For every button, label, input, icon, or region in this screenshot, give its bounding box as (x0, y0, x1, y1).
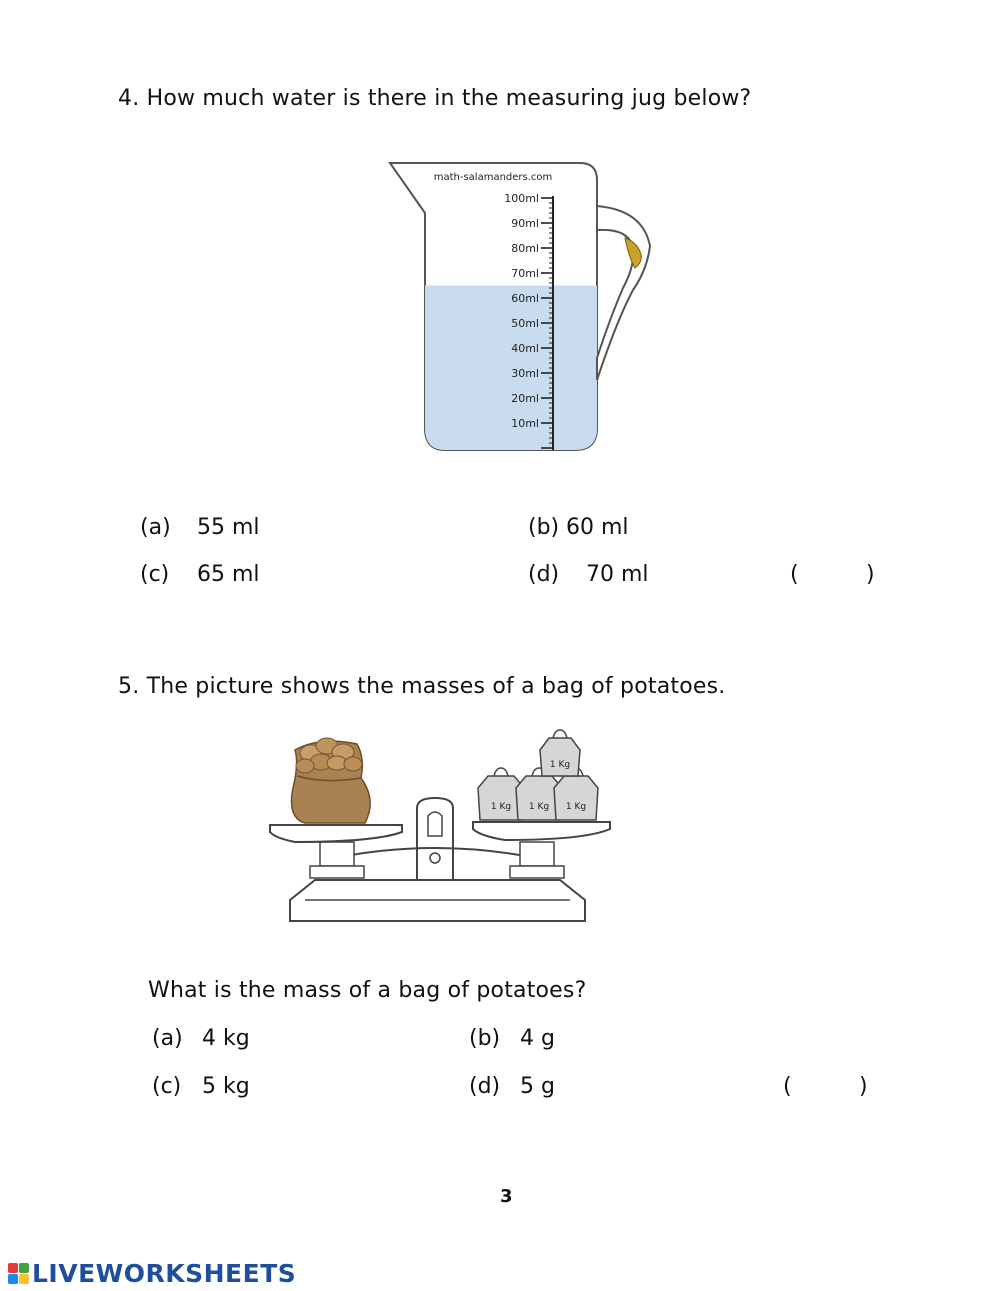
q4-option-d-letter: (d) (528, 562, 560, 587)
liveworksheets-logo[interactable] (8, 1258, 296, 1288)
weight-4-label: 1 Kg (549, 760, 571, 770)
logo-wordmark: LIVEWORKSHEETS (32, 1258, 297, 1288)
scale-label-30ml: 30ml (511, 367, 539, 380)
q4-option-d-value[interactable]: 70 ml (586, 562, 649, 587)
balance-scale-image (265, 728, 625, 928)
weight-4 (540, 730, 580, 776)
scale-label-60ml: 60ml (511, 292, 539, 305)
q5-answer-close-paren: ) (859, 1074, 868, 1099)
question-4-prompt: 4. How much water is there in the measuring jug below? (118, 86, 752, 111)
q4-option-b-letter: (b) (528, 515, 560, 540)
q5-option-c-value[interactable]: 5 kg (202, 1074, 250, 1099)
q5-option-c-letter: (c) (152, 1074, 182, 1099)
q5-option-a-letter: (a) (152, 1026, 183, 1051)
page-number: 3 (500, 1186, 513, 1207)
scale-label-80ml: 80ml (511, 242, 539, 255)
q5-option-d-letter: (d) (469, 1074, 501, 1099)
q4-option-c-letter: (c) (140, 562, 170, 587)
q5-option-b-letter: (b) (469, 1026, 501, 1051)
question-5-prompt: 5. The picture shows the masses of a bag of potatoes. (118, 674, 726, 699)
q4-option-c-value[interactable]: 65 ml (197, 562, 260, 587)
q4-option-b-value[interactable]: 60 ml (566, 515, 629, 540)
logo-mark-icon (8, 1263, 29, 1284)
weight-3-label: 1 Kg (565, 802, 587, 812)
scale-label-100ml: 100ml (504, 192, 539, 205)
weight-1-label: 1 Kg (490, 802, 512, 812)
q4-option-a-letter: (a) (140, 515, 171, 540)
q4-answer-open-paren: ( (790, 562, 799, 587)
q5-answer-box[interactable] (799, 1072, 855, 1102)
q5-option-d-value[interactable]: 5 g (520, 1074, 555, 1099)
weight-2-label: 1 Kg (528, 802, 550, 812)
question-5-subprompt: What is the mass of a bag of potatoes? (148, 978, 587, 1003)
q4-option-a-value[interactable]: 55 ml (197, 515, 260, 540)
q5-answer-open-paren: ( (783, 1074, 792, 1099)
measuring-jug-image (385, 158, 685, 458)
scale-label-90ml: 90ml (511, 217, 539, 230)
scale-label-50ml: 50ml (511, 317, 539, 330)
scale-label-20ml: 20ml (511, 392, 539, 405)
jug-source-label: math-salamanders.com (433, 172, 553, 183)
scale-label-70ml: 70ml (511, 267, 539, 280)
q4-answer-close-paren: ) (866, 562, 875, 587)
potato-sack-icon (292, 738, 371, 823)
scale-label-40ml: 40ml (511, 342, 539, 355)
q5-option-a-value[interactable]: 4 kg (202, 1026, 250, 1051)
scale-label-10ml: 10ml (511, 417, 539, 430)
q5-option-b-value[interactable]: 4 g (520, 1026, 555, 1051)
q4-answer-box[interactable] (806, 560, 862, 590)
